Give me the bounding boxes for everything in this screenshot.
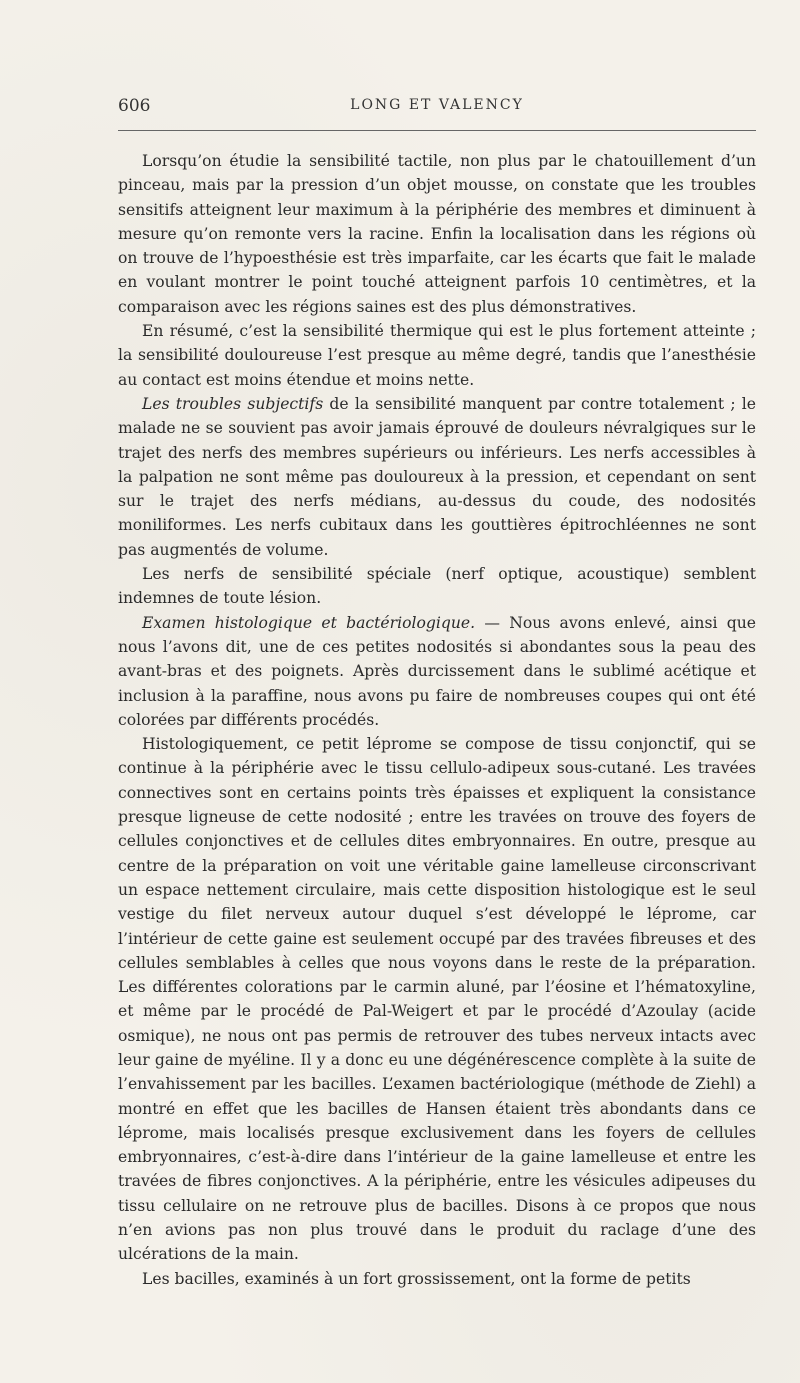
paragraph-lead-italic: Examen histologique et bactériologique. <box>142 613 476 632</box>
paragraph-bacilli <box>118 1267 756 1291</box>
body-text <box>118 149 756 1291</box>
paragraph-subjective-troubles <box>118 392 756 562</box>
page-header <box>118 96 756 120</box>
paragraph-histological-exam <box>118 611 756 732</box>
paragraph-text: Les bacilles, examinés à un fort grossissement, ont la forme de petits <box>142 1269 691 1288</box>
paragraph-summary <box>118 319 756 392</box>
paragraph-tactile-sensitivity <box>118 149 756 319</box>
paragraph-text: Les nerfs de sensibilité spéciale (nerf optique, acoustique) semblent indemnes de toute lésion. <box>118 565 756 608</box>
paragraph-text: Lorsqu’on étudie la sensibilité tactile, non plus par le chatouillement d’un pinceau, mais par la pression d’un objet mousse, on constate que les troubles sensitifs atteignent leur maximum à la périphérie des membres et diminuent à mesure qu’on remonte vers la racine. Enfin la localisation dans les régions où on trouve de l’hypoesthésie est très imparfaite, car les écarts que fait le malade en voulant montrer le point touché atteignent parfois 10 centimètres, et la comparaison avec les régions saines est des plus démonstratives. <box>118 152 756 316</box>
running-title: LONG ET VALENCY <box>350 97 524 113</box>
paragraph-histology <box>118 732 756 1267</box>
paragraph-text: — Nous avons enlevé, ainsi que nous l’avons dit, une de ces petites nodosités si abondantes sous la peau des avant-bras et des poignets. Après durcissement dans le sublimé acétique et inclusion à la paraffine, nous avons pu faire de nombreuses coupes qui ont été colorées par différents procédés. <box>118 613 756 729</box>
paragraph-special-nerves <box>118 562 756 611</box>
paragraph-text: Histologiquement, ce petit léprome se compose de tissu conjonctif, qui se continue à la périphérie avec le tissu cellulo-adipeux sous-cutané. Les travées connectives sont en certains points très épaisses et expliquent la consistance presque ligneuse de cette nodosité ; entre les travées on trouve des foyers de cellules conjonctives et de cellules dites embryonnaires. En outre, presque au centre de la préparation on voit une véritable gaine lamelleuse circonscrivant un espace nettement circulaire, mais cette disposition histologique est le seul vestige du filet nerveux autour duquel s’est développé le léprome, car l’intérieur de cette gaine est seulement occupé par des travées fibreuses et des cellules semblables à celles que nous voyons dans le reste de la préparation. Les différentes colorations par le carmin aluné, par l’éosine et l’hématoxyline, et même par le procédé de Pal-Weigert et par le procédé d’Azoulay (acide osmique), ne nous ont pas permis de retrouver des tubes nerveux intacts avec leur gaine de myéline. Il y a donc eu une dégénérescence complète à la suite de l’envahissement par les bacilles. L’examen bactériologique (méthode de Ziehl) a montré en effet que les bacilles de Hansen étaient très abondants dans ce léprome, mais localisés presque exclusivement dans les foyers de cellules embryonnaires, c’est-à-dire dans l’intérieur de la gaine lamelleuse et entre les travées de fibres conjonctives. A la périphérie, entre les vésicules adipeuses du tissu cellulaire on ne retrouve plus de bacilles. Disons à ce propos que nous n’en avions pas non plus trouvé dans le produit du raclage d’une des ulcérations de la main. <box>118 735 756 1264</box>
header-rule <box>118 130 756 131</box>
page-number: 606 <box>118 96 151 116</box>
paragraph-text: En résumé, c’est la sensibilité thermique qui est le plus fortement atteinte ; la sensibilité douloureuse l’est presque au même degré, tandis que l’anesthésie au contact est moins étendue et moins nette. <box>118 322 756 389</box>
paragraph-text: de la sensibilité manquent par contre totalement ; le malade ne se souvient pas avoir jamais éprouvé de douleurs névralgiques sur le trajet des nerfs des membres supérieurs ou inférieurs. Les nerfs accessibles à la palpation ne sont même pas douloureux à la pression, et cependant on sent sur le trajet des nerfs médians, au-dessus du coude, des nodosités moniliformes. Les nerfs cubitaux dans les gouttières épitrochléennes ne sont pas augmentés de volume. <box>118 394 756 559</box>
paragraph-lead-italic: Les troubles subjectifs <box>142 394 324 413</box>
